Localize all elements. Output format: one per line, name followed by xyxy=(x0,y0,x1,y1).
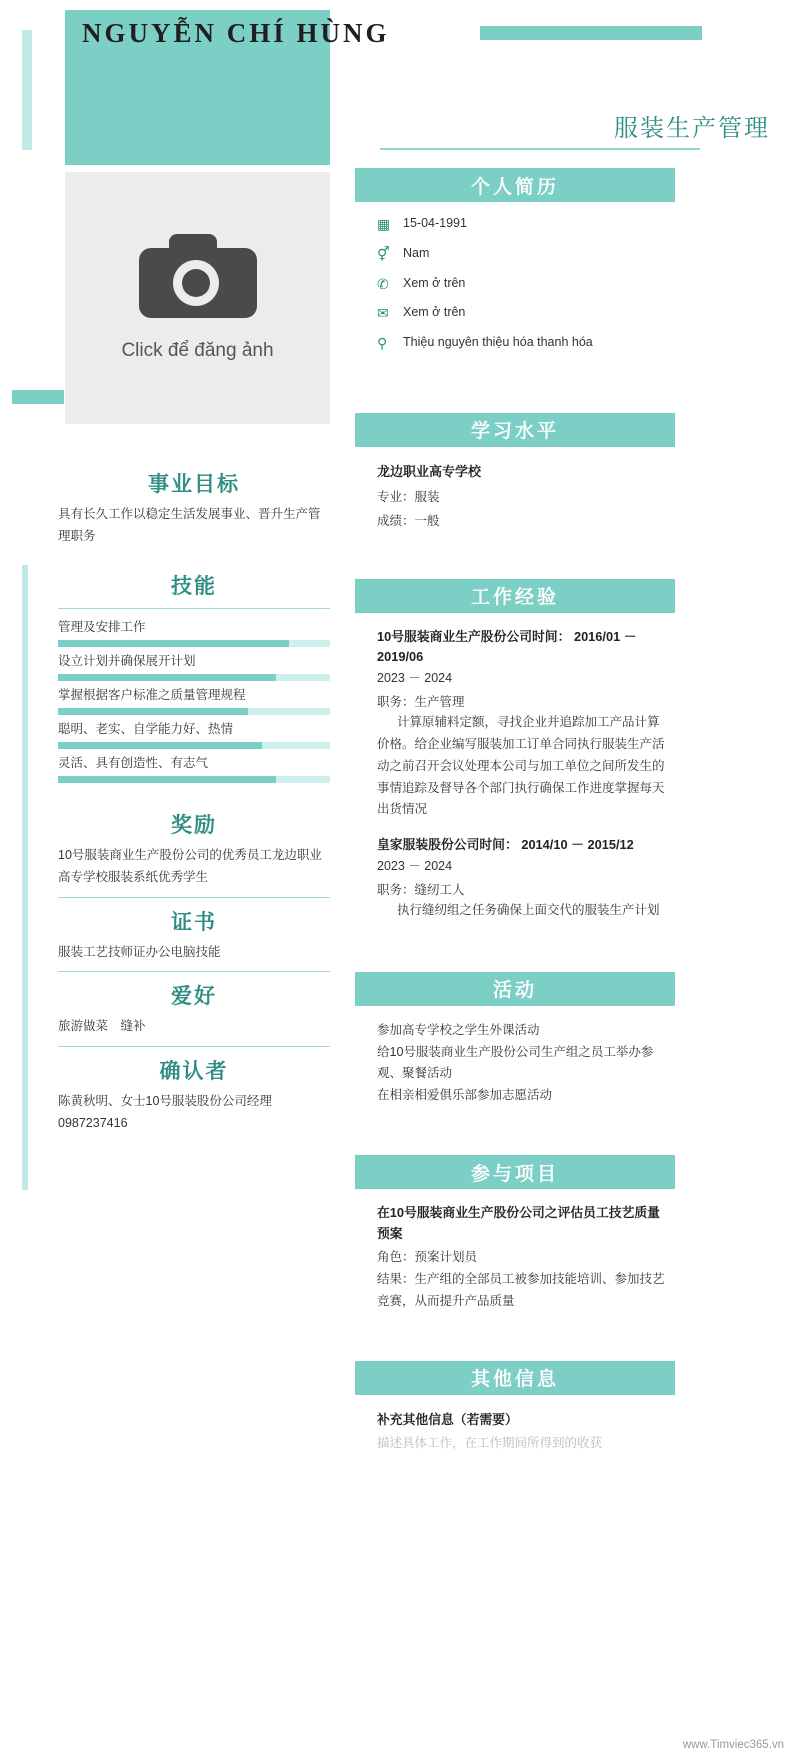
section-profile xyxy=(355,168,675,375)
section-projects xyxy=(355,1155,675,1323)
project-result: 结果：生产组的全部员工被参加技能培训、参加技艺竞赛，从而提升产品质量 xyxy=(377,1271,665,1308)
experience-role: 职务：生产管理 xyxy=(377,694,465,709)
education-school: 龙边职业高专学校 xyxy=(377,463,482,479)
awards-text: 10号服装商业生产股份公司的优秀员工龙边职业高专学校服装系纸优秀学生 xyxy=(58,847,322,884)
hobbies-title: 爱好 xyxy=(171,984,217,1009)
skill-item xyxy=(58,719,330,749)
references-text: 陈黄秋明、女士10号服装股份公司经理0987237416 xyxy=(58,1094,272,1131)
experience-banner: 工作经验 xyxy=(355,579,675,613)
skill-item xyxy=(58,617,330,647)
activities-banner: 活动 xyxy=(355,972,675,1006)
projects-panel xyxy=(355,1189,675,1323)
awards-divider xyxy=(58,897,330,898)
education-major: 专业：服装 xyxy=(377,489,440,504)
activity-line: 在相亲相爱俱乐部参加志愿活动 xyxy=(377,1088,553,1103)
candidate-name: NGUYỄN CHÍ HÙNG xyxy=(82,18,390,48)
skills-divider xyxy=(58,608,330,609)
section-hobbies xyxy=(58,980,330,1047)
profile-row-gender xyxy=(377,246,671,263)
experience-subheading: 2023 － 2024 xyxy=(377,858,453,873)
section-career-objective xyxy=(58,468,330,548)
skills-title: 技能 xyxy=(171,573,217,598)
education-grade: 成绩：一般 xyxy=(377,513,440,528)
footer-watermark: www.Timviec365.vn xyxy=(682,1739,784,1751)
phone-value: Xem ở trên xyxy=(403,275,466,290)
mail-icon: ✉ xyxy=(377,305,389,322)
section-skills xyxy=(58,570,330,783)
skill-bar-fill xyxy=(58,640,289,647)
skill-bar-track xyxy=(58,640,330,647)
section-certificates xyxy=(58,906,330,973)
awards-title: 奖励 xyxy=(171,812,217,837)
experience-description: 执行缝纫组之任务确保上面交代的服装生产计划 xyxy=(397,902,660,917)
experience-heading: 10号服装商业生产股份公司时间： 2016/01 － 2019/06 xyxy=(377,628,637,665)
hobbies-text: 旅游做菜 缝补 xyxy=(58,1019,146,1034)
skill-bar-fill xyxy=(58,674,276,681)
career-objective-text: 具有长久工作以稳定生活发展事业、晋升生产管理职务 xyxy=(58,507,321,543)
skill-bar-track xyxy=(58,708,330,715)
profile-row-birthdate xyxy=(377,216,671,233)
experience-panel xyxy=(355,613,675,946)
skill-label: 掌握根据客户标准之质量管理规程 xyxy=(58,687,246,702)
header-left-accent-bar xyxy=(22,30,32,150)
skill-bar-fill xyxy=(58,708,248,715)
references-title: 确认者 xyxy=(159,1059,229,1084)
certificates-title: 证书 xyxy=(171,909,217,934)
hobbies-divider xyxy=(58,1046,330,1047)
camera-icon xyxy=(139,234,257,318)
project-role: 角色：预案计划员 xyxy=(377,1250,478,1265)
profile-row-email xyxy=(377,305,671,322)
address-value: Thiệu nguyên thiệu hóa thanh hóa xyxy=(403,335,593,350)
experience-item xyxy=(377,627,671,821)
gender-value: Nam xyxy=(403,245,430,260)
activity-line: 给10号服装商业生产股份公司生产组之员工举办参观、聚餐活动 xyxy=(377,1044,654,1081)
certificates-text: 服装工艺技师证办公电脑技能 xyxy=(58,944,221,959)
other-info-panel xyxy=(355,1395,675,1461)
header-right-accent-bar xyxy=(480,26,702,40)
education-banner: 学习水平 xyxy=(355,413,675,447)
certificates-divider xyxy=(58,971,330,972)
skill-item xyxy=(58,685,330,715)
section-education xyxy=(355,413,675,545)
location-icon: ⚲ xyxy=(377,335,388,352)
skill-bar-track xyxy=(58,776,330,783)
experience-description: 计算原辅料定额，寻找企业并追踪加工产品计算价格。给企业编写服装加工订单合同执行服装生产活动之前召开会议处理本公司与加工单位之间所发生的事情追踪及督导各个部门执行确保工作进度掌握每天出货情况 xyxy=(377,714,665,817)
career-objective-title: 事业目标 xyxy=(148,472,240,496)
project-title: 在10号服装商业生产股份公司之评估员工技艺质量预案 xyxy=(377,1205,660,1241)
photo-upload-box[interactable] xyxy=(65,172,330,424)
photo-upload-label: Click để đăng ảnh xyxy=(121,340,274,361)
experience-subheading: 2023 － 2024 xyxy=(377,670,453,685)
job-title: 服装生产管理 xyxy=(614,116,770,142)
skill-item xyxy=(58,753,330,783)
gender-icon: ⚥ xyxy=(377,245,390,262)
profile-banner: 个人简历 xyxy=(355,168,675,202)
skill-label: 管理及安排工作 xyxy=(58,619,146,634)
activity-line: 参加高专学校之学生外课活动 xyxy=(377,1022,540,1037)
skill-bar-track xyxy=(58,674,330,681)
skill-item xyxy=(58,651,330,681)
skill-bar-track xyxy=(58,742,330,749)
left-accent-block xyxy=(12,390,64,404)
experience-item xyxy=(377,835,671,921)
education-panel xyxy=(355,447,675,545)
job-title-underline xyxy=(380,148,700,150)
section-experience xyxy=(355,579,675,946)
skill-bar-fill xyxy=(58,742,262,749)
other-info-banner: 其他信息 xyxy=(355,1361,675,1395)
skill-label: 聪明、老实、自学能力好、热情 xyxy=(58,721,234,736)
experience-heading: 皇家服装股份公司时间： 2014/10 － 2015/12 xyxy=(377,837,634,853)
left-vertical-rule xyxy=(22,565,28,1190)
activities-panel xyxy=(355,1006,675,1118)
profile-panel xyxy=(355,202,675,375)
section-activities xyxy=(355,972,675,1118)
birthdate-value: 15-04-1991 xyxy=(403,216,467,230)
left-column xyxy=(58,468,330,1135)
projects-banner: 参与项目 xyxy=(355,1155,675,1189)
other-info-title: 补充其他信息（若需要） xyxy=(377,1411,518,1427)
profile-row-address xyxy=(377,335,671,352)
skill-label: 设立计划并确保展开计划 xyxy=(58,653,196,668)
section-references xyxy=(58,1055,330,1135)
section-other-info xyxy=(355,1361,675,1461)
other-info-hint: 描述具体工作，在工作期间所得到的收获 xyxy=(377,1435,603,1450)
skill-label: 灵活、具有创造性、有志气 xyxy=(58,755,209,770)
section-awards xyxy=(58,809,330,898)
email-value: Xem ở trên xyxy=(403,305,466,320)
skill-bar-fill xyxy=(58,776,276,783)
calendar-icon: ▦ xyxy=(377,216,391,232)
right-column xyxy=(355,168,675,1461)
profile-row-phone xyxy=(377,276,671,293)
experience-role: 职务：缝纫工人 xyxy=(377,882,465,897)
phone-icon: ✆ xyxy=(377,275,389,292)
